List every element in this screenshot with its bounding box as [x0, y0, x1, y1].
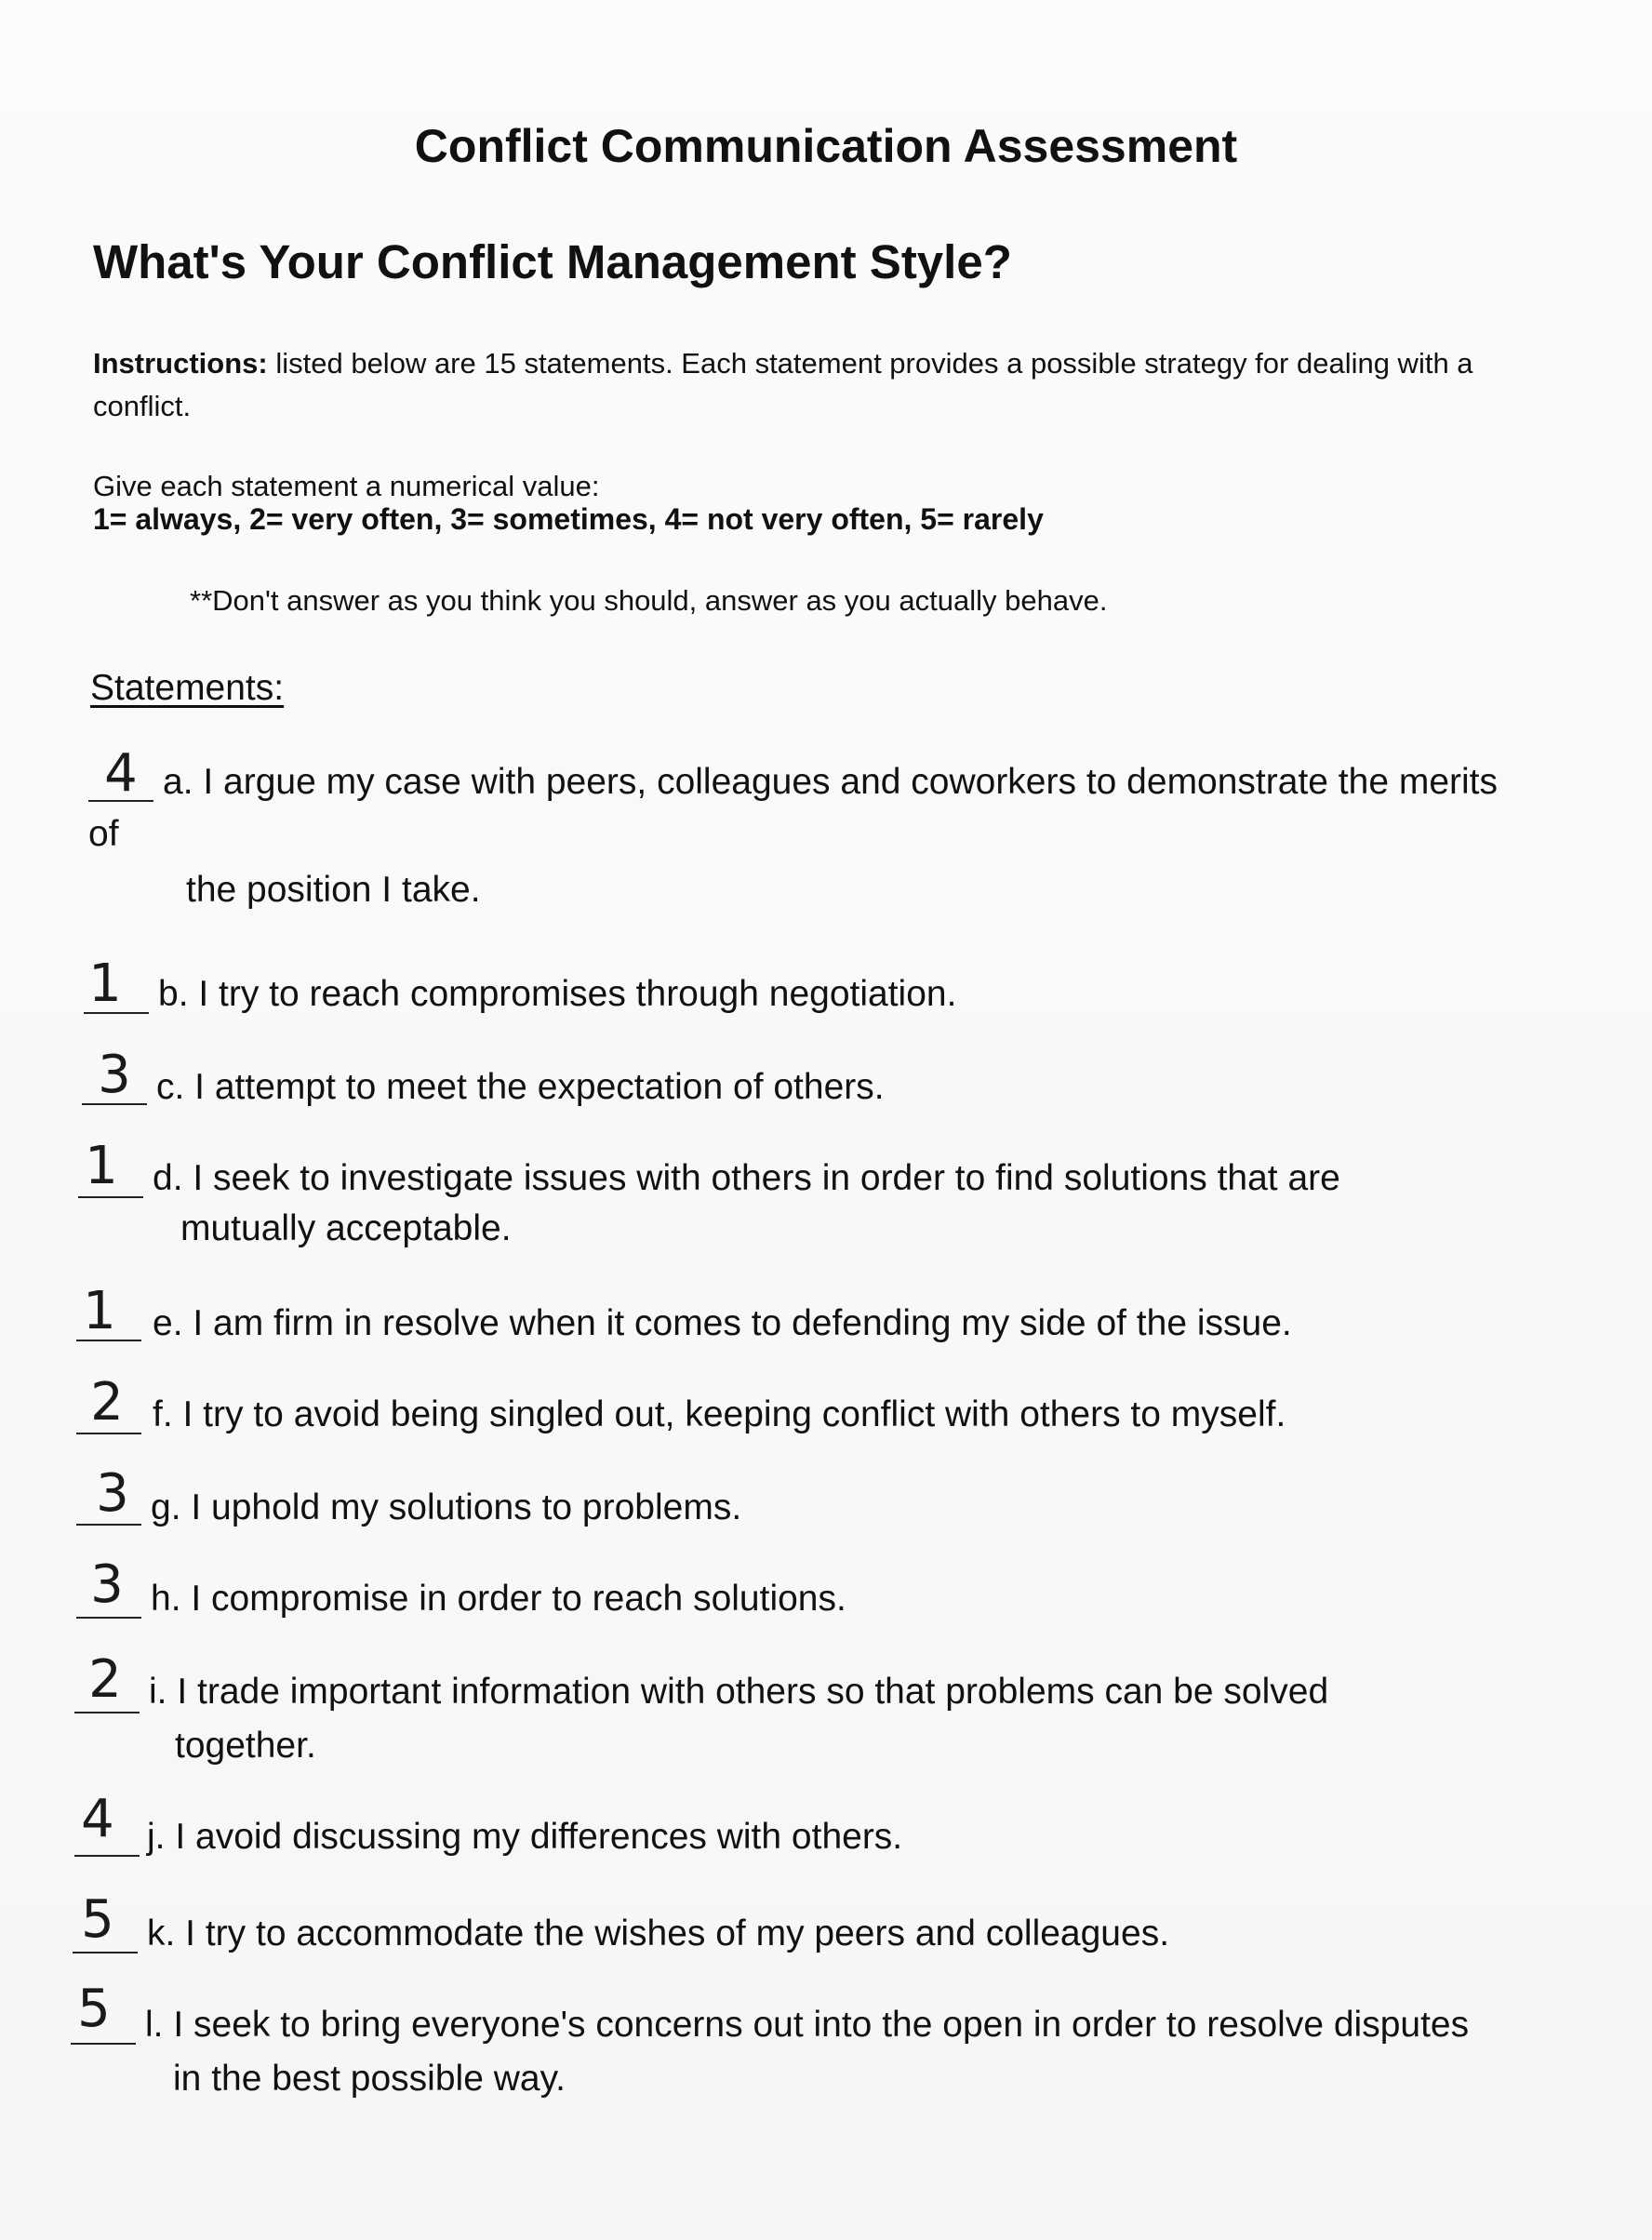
statement-text-continued: mutually acceptable. [180, 1208, 512, 1248]
statement-text: g. I uphold my solutions to problems. [151, 1487, 742, 1527]
statement-text: b. I try to reach compromises through negotiation. [158, 974, 957, 1014]
statement-text: h. I compromise in order to reach solutions. [151, 1579, 846, 1619]
answer-blank [74, 1712, 140, 1713]
handwritten-answer: 5 [77, 1979, 111, 2039]
statement-text: j. I avoid discussing my differences with others. [147, 1817, 903, 1857]
handwritten-answer: 2 [88, 1649, 122, 1710]
document-title: Conflict Communication Assessment [414, 120, 1238, 172]
instructions [93, 342, 1544, 428]
handwritten-answer: 1 [88, 953, 122, 1014]
document-subtitle: What's Your Conflict Management Style? [93, 235, 1012, 288]
handwritten-answer: 3 [96, 1463, 129, 1524]
behavior-note: **Don't answer as you think you should, answer as you actually behave. [190, 584, 1108, 617]
statement-wrap-text: of [88, 814, 119, 854]
statement-text: a. I argue my case with peers, colleagues and coworkers to demonstrate the merits [163, 762, 1499, 802]
answer-blank [76, 1433, 141, 1434]
answer-blank [78, 1196, 143, 1198]
statement-text: i. I trade important information with others so that problems can be solved [149, 1672, 1329, 1712]
handwritten-answer: 3 [98, 1045, 131, 1105]
handwritten-answer: 4 [81, 1789, 114, 1849]
instructions-text: listed below are 15 statements. Each statement provides a possible strategy for dealing with a conflict. [93, 347, 1473, 422]
statement-text: f. I try to avoid being singled out, keeping conflict with others to myself. [153, 1394, 1286, 1434]
scale-values: 1= always, 2= very often, 3= sometimes, 4= not very often, 5= rarely [93, 502, 1044, 536]
handwritten-answer: 3 [90, 1554, 124, 1615]
statements-heading: Statements: [90, 668, 285, 708]
handwritten-answer: 1 [85, 1136, 118, 1196]
statement-text-continued: in the best possible way. [173, 2059, 566, 2099]
statement-text-continued: the position I take. [186, 870, 481, 910]
handwritten-answer: 5 [81, 1889, 114, 1950]
handwritten-answer: 1 [83, 1281, 116, 1341]
answer-blank [76, 1524, 141, 1526]
answer-blank [71, 2043, 136, 2045]
statement-text: c. I attempt to meet the expectation of others. [156, 1067, 885, 1107]
scale-intro: Give each statement a numerical value: [93, 470, 600, 502]
answer-blank [74, 1855, 140, 1857]
statement-text: l. I seek to bring everyone's concerns out into the open in order to resolve disputes [145, 2005, 1470, 2045]
statement-text: k. I try to accommodate the wishes of my peers and colleagues. [147, 1913, 1170, 1953]
handwritten-answer: 4 [104, 743, 138, 804]
answer-blank [73, 1952, 138, 1953]
instructions-label: Instructions: [93, 347, 268, 380]
answer-blank [76, 1617, 141, 1619]
statement-text-continued: together. [175, 1726, 316, 1766]
statement-text: d. I seek to investigate issues with others in order to find solutions that are [153, 1158, 1340, 1198]
handwritten-answer: 2 [90, 1372, 124, 1433]
statement-text: e. I am firm in resolve when it comes to defending my side of the issue. [153, 1303, 1292, 1343]
